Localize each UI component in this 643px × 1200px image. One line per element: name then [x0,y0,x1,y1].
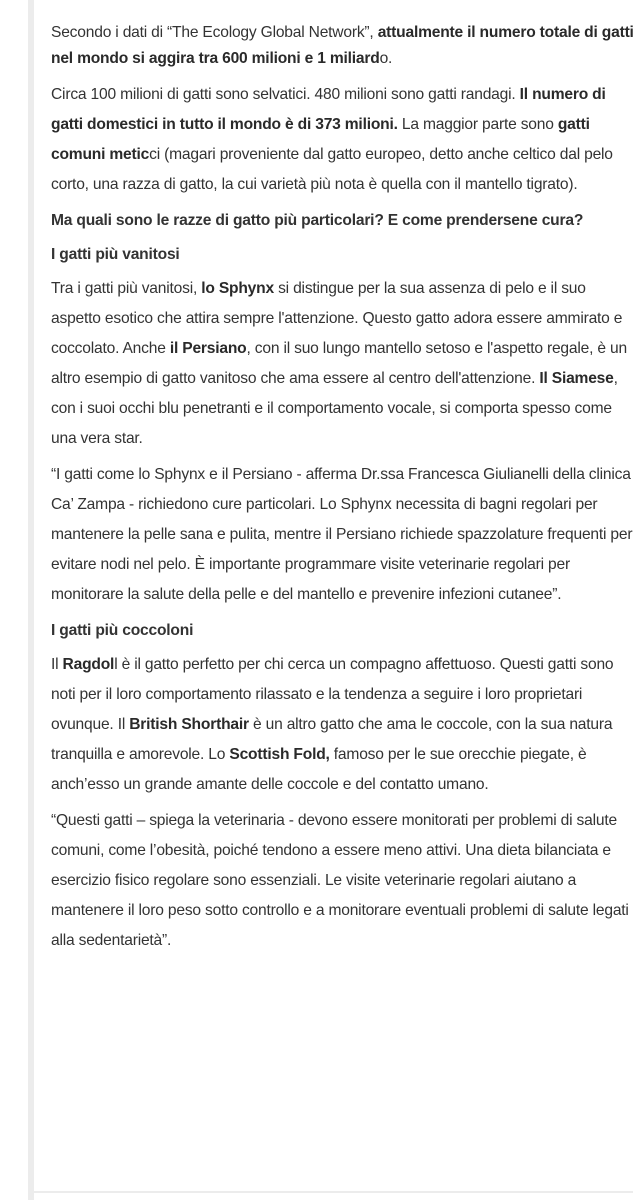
vanitosi-paragraph: Tra i gatti più vanitosi, lo Sphynx si distingue per la sua assenza di pelo e il suo aspetto esotico che attira sempre l'attenzione. Questo gatto adora essere ammirato e coccolato. Anche il Persiano, con il suo lungo mantello setoso e l'aspetto regale, è un altro esempio di gatto vanitoso che ama essere al centro dell'attenzione. Il Siamese, con i suoi occhi blu penetranti e il comportamento vocale, si comporta spesso come una vera star. [51,280,627,447]
breed-persiano: il Persiano [169,340,247,357]
intro-paragraph: Secondo i dati di “The Ecology Global Network”, attualmente il numero totale di gatti nel mondo si aggira tra 600 milioni e 1 miliardo. [51,24,634,67]
article-body [51,20,636,962]
left-border-line [28,0,34,1200]
stats-bold: Il numero di gatti domestici in tutto il mondo è di 373 milioni. [51,86,606,133]
section-heading-vanitosi: I gatti più vanitosi [51,246,180,263]
stats-bold-breed: gatti comuni metic [51,116,590,163]
stats-paragraph: Circa 100 milioni di gatti sono selvatici. 480 milioni sono gatti randagi. Il numero di gatti domestici in tutto il mondo è di 373 milioni. La maggior parte sono gatti comuni meticci (magari proveniente dal gatto europeo, detto anche celtico dal pelo corto, una razza di gatto, la cui varietà più nota è quella con il mantello tigrato). [51,86,613,193]
bottom-border-line [28,1191,633,1193]
breed-ragdoll: Ragdol [62,656,115,673]
breed-scottish-fold: Scottish Fold, [229,746,330,763]
breed-sphynx: lo Sphynx [201,280,274,297]
intro-bold: attualmente il numero totale di gatti nel mondo si aggira tra 600 milioni e 1 miliard [51,24,634,67]
quote-paragraph-2: “Questi gatti – spiega la veterinaria - devono essere monitorati per problemi di salute comuni, come l’obesità, poiché tendono a essere meno attivi. Una dieta bilanciata e esercizio fisico regolare sono essenziali. Le visite veterinarie regolari aiutano a mantenere il loro peso sotto controllo e a monitorare eventuali problemi di salute legati alla sedentarietà”. [51,812,629,949]
breed-british-shorthair: British Shorthair [129,716,249,733]
quote-paragraph-1: “I gatti come lo Sphynx e il Persiano - afferma Dr.ssa Francesca Giulianelli della clinica Ca’ Zampa - richiedono cure particolari. Lo Sphynx necessita di bagni regolari per mantenere la pelle sana e pulita, mentre il Persiano richiede spazzolature frequenti per evitare nodi nel pelo. È importante programmare visite veterinarie regolari per monitorare la salute della pelle e del mantello e prevenire infezioni cutanee”. [51,466,633,603]
breed-siamese: Il Siamese [539,370,614,387]
section-heading-coccoloni: I gatti più coccoloni [51,622,194,639]
coccoloni-paragraph: Il Ragdoll è il gatto perfetto per chi cerca un compagno affettuoso. Questi gatti sono noti per il loro comportamento rilassato e la tendenza a seguire i loro proprietari ovunque. Il British Shorthair è un altro gatto che ama le coccole, con la sua natura tranquilla e amorevole. Lo Scottish Fold, famoso per le sue orecchie piegate, è anch’esso un grande amante delle coccole e del contatto umano. [51,656,614,793]
question-heading: Ma quali sono le razze di gatto più particolari? E come prendersene cura? [51,212,584,229]
